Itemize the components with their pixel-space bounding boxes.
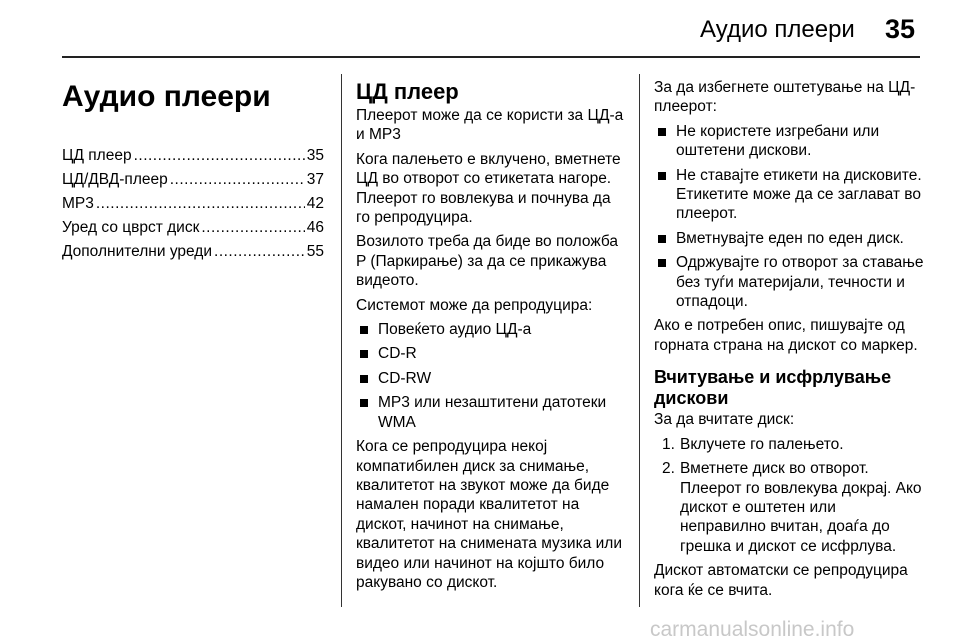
column-divider-right: [639, 74, 640, 607]
list-item: [654, 166, 924, 224]
paragraph: За да избегнете оштетување на ЦД-плеерот:: [654, 79, 916, 116]
list-item-text: CD-R: [378, 345, 417, 363]
paragraph: Возилото треба да биде во положба P (Паркирање) за да се прикажува видеото.: [356, 233, 619, 290]
toc-item[interactable]: [62, 170, 324, 189]
list-item-text: CD-RW: [378, 369, 432, 387]
toc-item-page: 35: [306, 147, 324, 164]
square-bullet-icon: [360, 326, 368, 334]
step-number: 1.: [662, 435, 675, 453]
bullet-list: [654, 122, 924, 312]
square-bullet-icon: [658, 128, 666, 136]
cd-player-column: [356, 80, 624, 597]
list-item-text: Не ставајте етикети на дисковите. Етикетите може да се заглават во плеерот.: [676, 166, 922, 223]
toc-column: [62, 80, 324, 266]
toc-item[interactable]: [62, 194, 324, 213]
section-heading-cd-player: ЦД плеер: [356, 79, 459, 104]
list-item-text: MP3 или незаштитени датотеки WMA: [378, 394, 607, 431]
toc-leader-dots: [96, 194, 305, 213]
paragraph: Кога се репродуцира некој компатибилен диск за снимање, квалитетот на звукот може да биде намален поради квалитетот на дискот, начинот на снимање, квалитетот на снимената музика или видео или начинот на којшто било ракувано со дискот.: [356, 438, 622, 591]
square-bullet-icon: [360, 350, 368, 358]
list-item-text: Не користете изгребани или оштетени дискови.: [676, 122, 880, 160]
page-number: 35: [885, 14, 916, 44]
paragraph: Системот може да репродуцира:: [356, 296, 593, 314]
toc-item[interactable]: [62, 218, 324, 237]
toc-item[interactable]: [62, 146, 324, 165]
square-bullet-icon: [360, 375, 368, 383]
list-item: [654, 229, 924, 248]
paragraph: Плеерот може да се користи за ЦД-а и MP3: [356, 107, 624, 144]
chapter-title: Аудио плеери: [62, 80, 271, 113]
numbered-list: [654, 435, 924, 556]
list-item: [356, 344, 624, 363]
toc-leader-dots: [201, 218, 304, 237]
column-divider-left: [341, 74, 342, 607]
list-item: [356, 369, 624, 388]
toc-item-page: 42: [306, 195, 324, 213]
list-item: [356, 393, 624, 432]
toc-item[interactable]: [62, 242, 324, 261]
list-item-text: Повеќето аудио ЦД-а: [378, 321, 532, 339]
step-number: 2.: [662, 460, 675, 478]
toc-item-page: 37: [306, 171, 324, 189]
toc-leader-dots: [134, 146, 305, 165]
bullet-list: [356, 320, 624, 432]
toc-item-label: Уред со цврст диск: [62, 219, 200, 237]
toc-item-label: ЦД/ДВД-плеер: [62, 171, 168, 189]
list-item: [654, 459, 924, 556]
paragraph: За да вчитате диск:: [654, 411, 795, 429]
paragraph: Ако е потребен опис, пишувајте од горната страна на дискот со маркер.: [654, 317, 918, 354]
square-bullet-icon: [360, 399, 368, 407]
section-heading-loading-discs: Вчитување и исфрлување дискови: [654, 367, 892, 409]
paragraph: Дискот автоматски се репродуцира кога ќе се вчита.: [654, 562, 908, 599]
toc-item-label: MP3: [62, 195, 94, 213]
list-item: [654, 122, 924, 161]
square-bullet-icon: [658, 259, 666, 267]
header-rule: [62, 56, 920, 58]
list-item-text: Одржувајте го отворот за ставање без туѓи материјали, течности и отпадоци.: [676, 254, 924, 311]
toc-item-page: 46: [306, 219, 324, 237]
square-bullet-icon: [658, 235, 666, 243]
list-item: [654, 253, 924, 311]
paragraph: Кога палењето е вклучено, вметнете ЦД во отворот со етикетата нагоре. Плеерот го вовлекува и почнува да го репродуцира.: [356, 150, 621, 227]
toc-item-page: 55: [306, 243, 324, 261]
toc-item-label: Дополнителни уреди: [62, 243, 213, 261]
list-item: [654, 435, 924, 454]
disc-care-column: [654, 78, 924, 605]
toc-item-label: ЦД плеер: [62, 147, 132, 164]
list-item: [356, 320, 624, 339]
page-header-title: Аудио плеери: [700, 16, 855, 43]
toc-leader-dots: [214, 242, 305, 261]
square-bullet-icon: [658, 172, 666, 180]
list-item-text: Вметнете диск во отворот. Плеерот го вовлекува докрај. Ако дискот е оштетен или неправилно вчитан, доаѓа до грешка и дискот се исфрлува.: [680, 460, 922, 555]
toc-list: [62, 146, 324, 262]
toc-leader-dots: [170, 170, 305, 189]
list-item-text: Вклучете го палењето.: [680, 435, 844, 453]
watermark: carmanualsonline.info: [650, 618, 855, 641]
list-item-text: Вметнувајте еден по еден диск.: [676, 229, 904, 247]
